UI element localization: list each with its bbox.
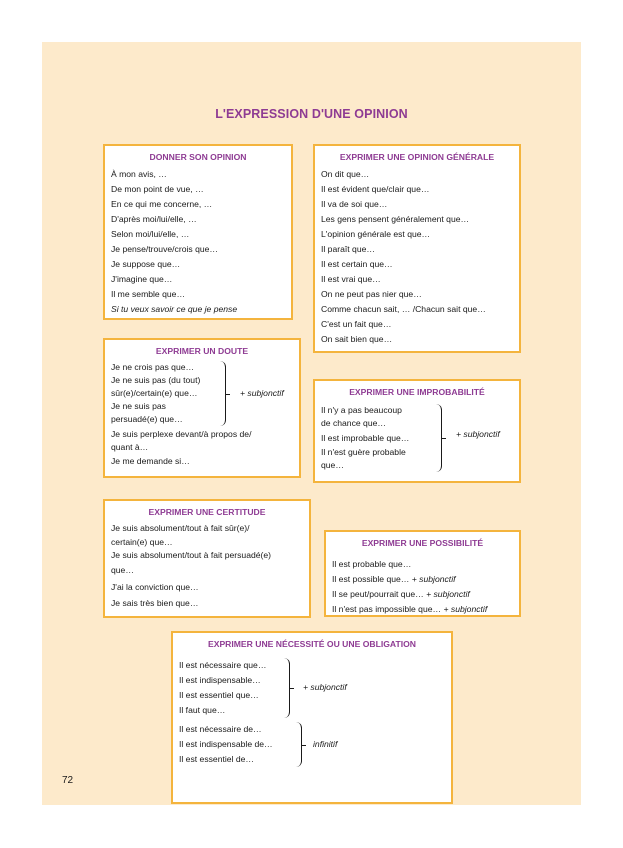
list-item: Il est indispensable de… [179, 739, 273, 749]
subjonctif-note: + subjonctif [443, 604, 488, 614]
list-item: Je suis absolument/tout à fait sûr(e)/ [111, 523, 250, 533]
box-doute [103, 338, 301, 478]
list-item: que… [321, 460, 344, 470]
list-item: Il est nécessaire de… [179, 724, 262, 734]
brace-icon [293, 722, 302, 767]
list-item: J'ai la conviction que… [111, 582, 199, 592]
box-heading: DONNER SON OPINION [149, 152, 247, 162]
braced-lines [179, 722, 273, 767]
list-item: Il est essentiel de… [179, 754, 254, 764]
list-item: Il n'est guère probable [321, 447, 406, 457]
list-item: On dit que… [321, 169, 370, 179]
braced-group [315, 404, 519, 472]
list-item: Il est vrai que… [321, 274, 381, 284]
braced-group [173, 658, 451, 718]
list-item: Il est probable que… [332, 559, 412, 569]
list-item: Je ne crois pas que… [111, 362, 195, 372]
list-item: Il me semble que… [111, 289, 186, 299]
list-item: Il est essentiel que… [179, 690, 259, 700]
list-item: Il se peut/pourrait que… + subjonctif [332, 589, 470, 599]
list-item: Il faut que… [179, 705, 226, 715]
list-item: Je ne suis pas [111, 401, 166, 411]
list-item: Je me demande si… [111, 456, 190, 466]
list-item: Il est certain que… [321, 259, 393, 269]
list-item: Il est indispensable… [179, 675, 261, 685]
list-item: Comme chacun sait, … /Chacun sait que… [321, 304, 486, 314]
braced-lines [321, 404, 409, 472]
list-item: Il n'est pas impossible que… + subjonctif [332, 604, 488, 614]
subjonctif-note: + subjonctif [303, 682, 347, 692]
box-improbabilite [313, 379, 521, 483]
list-item: sûr(e)/certain(e) que… [111, 388, 198, 398]
box-heading: EXPRIMER UNE IMPROBABILITÉ [349, 387, 485, 397]
list-item: Si tu veux savoir ce que je pense [111, 304, 238, 314]
subjonctif-note: + subjonctif [426, 589, 470, 599]
list-item: Je sais très bien que… [111, 598, 199, 608]
box-possibilite [324, 530, 521, 617]
list-item: D'après moi/lui/elle, … [111, 214, 197, 224]
page-number: 72 [62, 775, 74, 786]
list-item: quant à… [111, 442, 149, 452]
list-item: de chance que… [321, 418, 386, 428]
box-opinion-generale [313, 144, 521, 353]
list-item: À mon avis, … [111, 169, 167, 179]
box-heading: EXPRIMER UNE NÉCESSITÉ OU UNE OBLIGATION [207, 639, 417, 649]
brace-icon [281, 658, 290, 718]
subjonctif-note: + subjonctif [456, 429, 500, 439]
braced-group [105, 361, 299, 426]
list-item: Les gens pensent généralement que… [321, 214, 470, 224]
list-item: Il n'y a pas beaucoup [321, 405, 402, 415]
box-heading: EXPRIMER UN DOUTE [155, 346, 249, 356]
box-heading: EXPRIMER UNE OPINION GÉNÉRALE [339, 152, 495, 162]
list-item: On sait bien que… [321, 334, 393, 344]
list-item: En ce qui me concerne, … [111, 199, 213, 209]
list-item: que… [111, 565, 134, 575]
list-item: Il est évident que/clair que… [321, 184, 430, 194]
list-item: Je suis perplexe devant/à propos de/ [111, 429, 252, 439]
brace-icon [433, 404, 442, 472]
list-item: certain(e) que… [111, 537, 173, 547]
box-heading: EXPRIMER UNE POSSIBILITÉ [361, 538, 484, 548]
list-item: Il est nécessaire que… [179, 660, 267, 670]
subjonctif-note: + subjonctif [240, 388, 284, 398]
box-heading: EXPRIMER UNE CERTITUDE [148, 507, 266, 517]
list-item: On ne peut pas nier que… [321, 289, 422, 299]
page-background [42, 42, 581, 805]
subjonctif-note: + subjonctif [411, 574, 456, 584]
list-item: Je suppose que… [111, 259, 181, 269]
list-item: Je pense/trouve/crois que… [111, 244, 219, 254]
box-necessite [171, 631, 453, 804]
list-item: Je ne suis pas (du tout) [111, 375, 201, 385]
braced-lines [111, 361, 200, 426]
braced-group [173, 722, 451, 767]
list-item: Il est possible que… + subjonctif [332, 574, 456, 584]
list-item: persuadé(e) que… [111, 414, 183, 424]
list-item: Il paraît que… [321, 244, 375, 254]
list-item: Selon moi/lui/elle, … [111, 229, 190, 239]
list-item: De mon point de vue, … [111, 184, 204, 194]
braced-lines [179, 658, 266, 718]
brace-icon [217, 361, 226, 426]
box-donner-opinion [103, 144, 293, 320]
list-item: Il va de soi que… [321, 199, 388, 209]
list-item: J'imagine que… [111, 274, 173, 284]
list-item: Il est improbable que… [321, 433, 410, 443]
page-title: L'EXPRESSION D'UNE OPINION [215, 107, 408, 121]
infinitif-note: infinitif [313, 739, 338, 749]
list-item: C'est un fait que… [321, 319, 392, 329]
list-item: L'opinion générale est que… [321, 229, 431, 239]
box-certitude [103, 499, 311, 618]
list-item: Je suis absolument/tout à fait persuadé(e) [111, 550, 272, 560]
